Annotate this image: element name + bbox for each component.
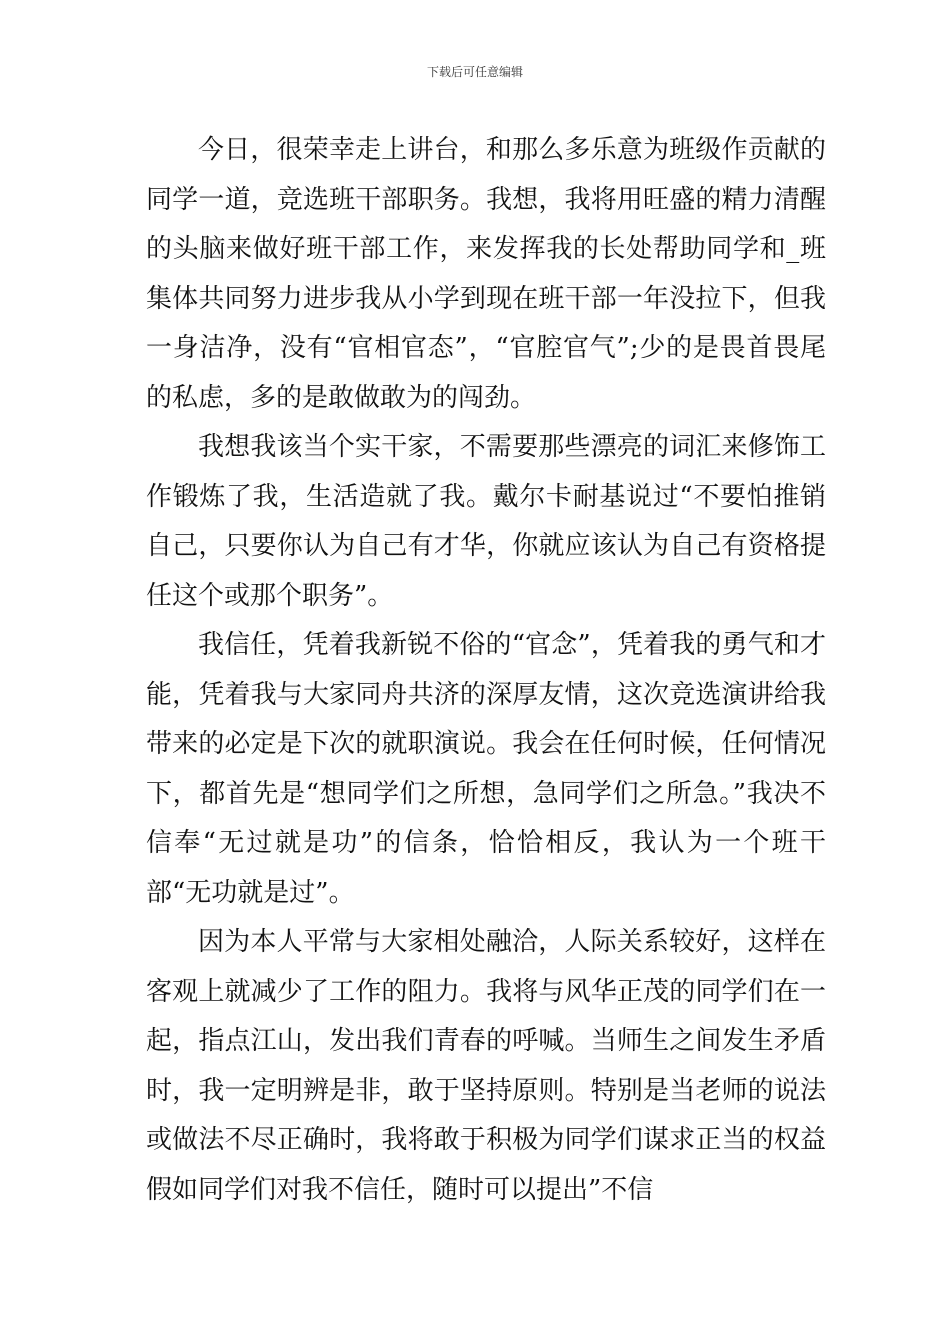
paragraph-4: 因为本人平常与大家相处融洽，人际关系较好，这样在客观上就减少了工作的阻力。我将与风华正茂的同学们在一起，指点江山，发出我们青春的呼喊。当师生之间发生矛盾时，我一定明辨是非，敢于坚持原则。特别是当老师的说法或做法不尽正确时，我将敢于积极为同学们谋求正当的权益假如同学们对我不信任，随时可以提出”不信 xyxy=(146,927,826,1205)
page-header-note: 下载后可任意编辑 xyxy=(426,65,523,79)
paragraph-1: 今日，很荣幸走上讲台，和那么多乐意为班级作贡献的同学一道，竞选班干部职务。我想，我将用旺盛的精力清醒的头脑来做好班干部工作，来发挥我的长处帮助同学和_班集体共同努力进步我从小学到现在班干部一年没拉下，但我一身洁净，没有“官相官态”，“官腔官气”;少的是畏首畏尾的私虑，多的是敢做敢为的闯劲。 xyxy=(146,135,826,413)
paragraph-2: 我想我该当个实干家，不需要那些漂亮的词汇来修饰工作锻炼了我，生活造就了我。戴尔卡耐基说过“不要怕推销自己，只要你认为自己有才华，你就应该认为自己有资格提任这个或那个职务”。 xyxy=(146,432,826,611)
speech-body xyxy=(146,126,826,1215)
paragraph-3: 我信任，凭着我新锐不俗的“官念”，凭着我的勇气和才能，凭着我与大家同舟共济的深厚友情，这次竞选演讲给我带来的必定是下次的就职演说。我会在任何时候，任何情况下，都首先是“想同学们之所想，急同学们之所急。”我决不信奉“无过就是功”的信条，恰恰相反，我认为一个班干部“无功就是过”。 xyxy=(146,630,826,908)
